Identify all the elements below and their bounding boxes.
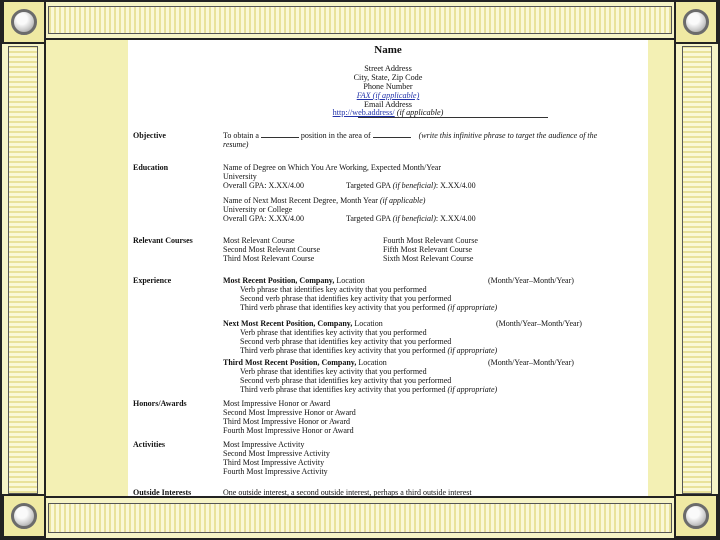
corner-bottom-right xyxy=(674,494,718,538)
job-3-line-2: Second verb phrase that identifies key activity that you performed xyxy=(240,376,452,385)
interests-heading: Outside Interests xyxy=(133,488,192,496)
targeted-gpa-1-note: (if beneficial) xyxy=(392,181,436,190)
job-3-title-text: Third Most Recent Position, Company, xyxy=(223,358,357,367)
corner-bottom-left xyxy=(2,494,46,538)
targeted-gpa-2-note: (if beneficial) xyxy=(392,214,436,223)
job-3-line-3-note: (if appropriate) xyxy=(447,385,498,394)
targeted-gpa-1 xyxy=(346,181,476,190)
honor-1: Most Impressive Honor or Award xyxy=(223,399,331,408)
activities-heading: Activities xyxy=(133,440,165,449)
job-2-line-2: Second verb phrase that identifies key activity that you performed xyxy=(240,337,452,346)
honors-heading: Honors/Awards xyxy=(133,399,187,408)
course-1: Most Relevant Course xyxy=(223,236,295,245)
experience-heading: Experience xyxy=(133,276,172,285)
job-1-line-3-note: (if appropriate) xyxy=(447,303,498,312)
frame-bottom-stripes xyxy=(48,503,672,533)
objective-heading: Objective xyxy=(133,131,166,140)
gpa-1: Overall GPA: X.XX/4.00 xyxy=(223,181,305,190)
corner-top-left xyxy=(2,0,46,44)
ring-icon xyxy=(683,503,709,529)
ring-icon xyxy=(11,503,37,529)
activity-1: Most Impressive Activity xyxy=(223,440,305,449)
job-1-location: Location xyxy=(336,276,365,285)
frame-top-stripes xyxy=(48,6,672,34)
job-3-line-3 xyxy=(240,385,497,394)
course-5: Fifth Most Relevant Course xyxy=(383,245,473,254)
job-1-line-1: Verb phrase that identifies key activity that you performed xyxy=(240,285,427,294)
job-1-dates: (Month/Year–Month/Year) xyxy=(488,276,574,285)
job-2-title-text: Next Most Recent Position, Company, xyxy=(223,319,353,328)
job-2-dates: (Month/Year–Month/Year) xyxy=(496,319,582,328)
honor-4: Fourth Most Impressive Honor or Award xyxy=(223,426,354,435)
resume-name: Name xyxy=(374,44,402,56)
degree-2 xyxy=(223,196,425,205)
resume-page xyxy=(128,40,648,496)
activity-3: Third Most Impressive Activity xyxy=(223,458,325,467)
interests-text: One outside interest, a second outside interest, perhaps a third outside interest xyxy=(223,488,472,496)
course-4: Fourth Most Relevant Course xyxy=(383,236,478,245)
degree-1: Name of Degree on Which You Are Working, Expected Month/Year xyxy=(223,163,441,172)
job-3-dates: (Month/Year–Month/Year) xyxy=(488,358,574,367)
degree-2-text: Name of Next Most Recent Degree, Month Year xyxy=(223,196,378,205)
frame-right-stripes xyxy=(682,46,712,494)
job-3-line-1: Verb phrase that identifies key activity that you performed xyxy=(240,367,427,376)
job-2-line-3 xyxy=(240,346,497,355)
job-2-title xyxy=(223,319,383,328)
ring-icon xyxy=(683,9,709,35)
header-rule xyxy=(358,117,548,118)
frame-left-stripes xyxy=(8,46,38,494)
job-3-line-3-text: Third verb phrase that identifies key activity that you performed xyxy=(240,385,446,394)
job-1-line-3 xyxy=(240,303,497,312)
web-address-line xyxy=(128,108,648,117)
job-2-location: Location xyxy=(354,319,383,328)
job-2-line-3-note: (if appropriate) xyxy=(447,346,498,355)
targeted-gpa-2 xyxy=(346,214,476,223)
degree-2-note: (if applicable) xyxy=(379,196,426,205)
objective-note-2: resume) xyxy=(223,140,249,149)
job-1-title xyxy=(223,276,365,285)
city-state-zip: City, State, Zip Code xyxy=(353,73,423,82)
education-heading: Education xyxy=(133,163,169,172)
targeted-gpa-1-label: Targeted GPA xyxy=(346,181,391,190)
objective-mid: position in the area of xyxy=(300,131,371,140)
job-2-line-3-text: Third verb phrase that identifies key activity that you performed xyxy=(240,346,446,355)
objective-blank-2 xyxy=(373,131,411,138)
activity-2: Second Most Impressive Activity xyxy=(223,449,330,458)
courses-heading: Relevant Courses xyxy=(133,236,193,245)
job-1-line-3-text: Third verb phrase that identifies key activity that you performed xyxy=(240,303,446,312)
email-address: Email Address xyxy=(364,100,412,109)
web-address-note: (if applicable) xyxy=(396,108,444,117)
course-2: Second Most Relevant Course xyxy=(223,245,321,254)
objective-note: (write this infinitive phrase to target the audience of the xyxy=(418,131,598,140)
college: University or College xyxy=(223,205,293,214)
activity-4: Fourth Most Impressive Activity xyxy=(223,467,328,476)
gpa-2: Overall GPA: X.XX/4.00 xyxy=(223,214,305,223)
objective-blank-1 xyxy=(261,131,299,138)
targeted-gpa-1-value: : X.XX/4.00 xyxy=(435,181,476,190)
job-1-title-text: Most Recent Position, Company, xyxy=(223,276,335,285)
course-3: Third Most Relevant Course xyxy=(223,254,315,263)
job-3-location: Location xyxy=(358,358,387,367)
corner-top-right xyxy=(674,0,718,44)
street-address: Street Address xyxy=(364,64,412,73)
course-6: Sixth Most Relevant Course xyxy=(383,254,474,263)
honor-3: Third Most Impressive Honor or Award xyxy=(223,417,351,426)
web-address-link[interactable]: http://web.address/ xyxy=(332,108,395,117)
objective-pre: To obtain a xyxy=(223,131,259,140)
job-1-line-2: Second verb phrase that identifies key activity that you performed xyxy=(240,294,452,303)
objective-text xyxy=(223,131,597,140)
targeted-gpa-2-value: : X.XX/4.00 xyxy=(435,214,476,223)
ring-icon xyxy=(11,9,37,35)
phone-number: Phone Number xyxy=(363,82,413,91)
honor-2: Second Most Impressive Honor or Award xyxy=(223,408,356,417)
fax-number: FAX (if applicable) xyxy=(356,91,420,100)
job-2-line-1: Verb phrase that identifies key activity that you performed xyxy=(240,328,427,337)
university: University xyxy=(223,172,257,181)
targeted-gpa-2-label: Targeted GPA xyxy=(346,214,391,223)
job-3-title xyxy=(223,358,387,367)
